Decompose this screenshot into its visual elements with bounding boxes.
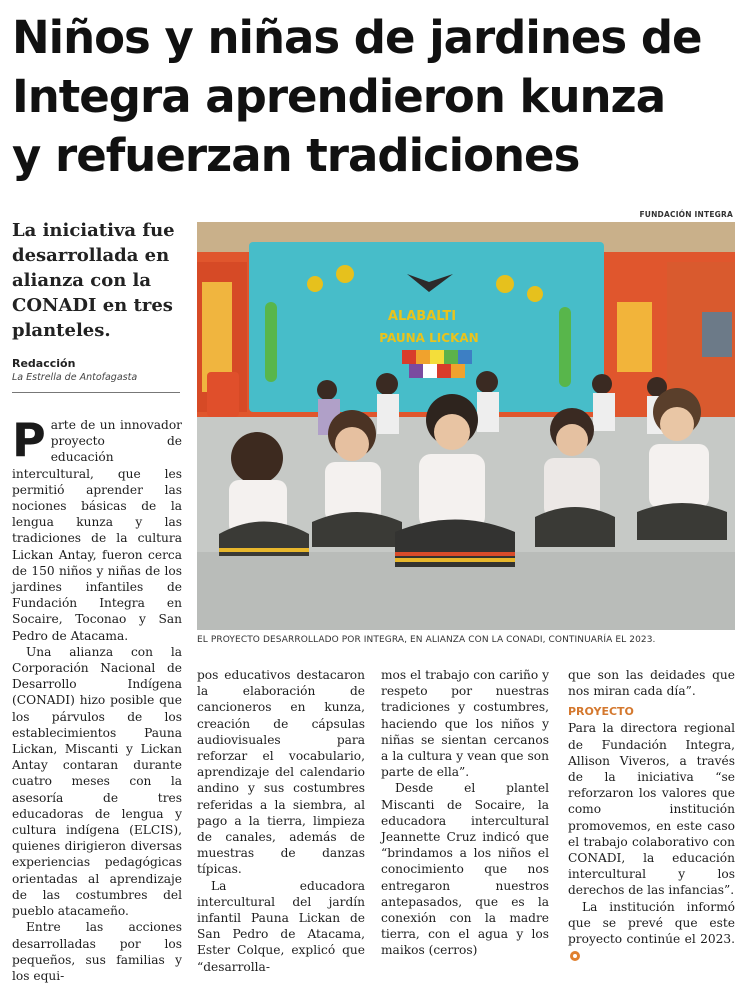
body-paragraph: Para la directora regional de Fundación Integra, Allison Viveros, a través de la iniciativa “se reforzaron los valores que como institución promovemos, en este caso el trabajo colaborativo con CONADI, la educación intercultural y los derechos de las infancias”. xyxy=(568,721,735,898)
banner-text-1: ALABALTI xyxy=(387,309,457,324)
byline-divider xyxy=(12,392,180,393)
end-mark-icon xyxy=(570,951,580,961)
body-column-4 xyxy=(568,667,735,963)
headline xyxy=(12,8,734,185)
byline xyxy=(12,357,182,384)
photo-credit: FUNDACIÓN INTEGRA xyxy=(639,210,733,219)
section-subhead: PROYECTO xyxy=(568,705,634,719)
body-paragraph: Entre las acciones desarrolladas por los pequeños, sus familias y los equi- xyxy=(12,920,182,983)
body-paragraph: Desde el plantel Miscanti de Socaire, la educadora intercultural Jeannette Cruz indicó que “brindamos a los niños el conocimiento que nos entregaron nuestros antepasados, que es la conexión con la madre tierra, con el agua y los maikos (cerros) xyxy=(381,781,549,958)
body-column-3 xyxy=(381,667,549,959)
body-column-1 xyxy=(12,413,182,984)
deck-subheadline: La iniciativa fue desarrollada en alianza con la CONADI en tres planteles. xyxy=(12,220,175,341)
byline-publication: La Estrella de Antofagasta xyxy=(12,372,138,383)
body-paragraph: pos educativos destacaron la elaboración de cancioneros en kunza, creación de cápsulas audiovisuales para reforzar el vocabulario, aprendizaje del calendario andino y sus costumbres referidas a la siembra, al pago a la tierra, limpieza de canales, además de muestras de danzas típicas. xyxy=(197,668,365,877)
body-paragraph: La educadora intercultural del jardín infantil Pauna Lickan de San Pedro de Atacama, Ester Colque, explicó que “desarrolla- xyxy=(197,878,365,974)
body-paragraph: Una alianza con la Corporación Nacional de Desarrollo Indígena (CONADI) hizo posible que los párvulos de los establecimientos Pauna Lickan, Miscanti y Lickan Antay contaran durante cuatro meses con la asesoría de tres educadoras de lengua y cultura indígena (ELCIS), quienes dirigieron diversas experiencias pedagógicas orientadas al aprendizaje de las costumbres del pueblo atacameño. xyxy=(12,644,182,919)
photo-illustration xyxy=(197,222,735,630)
drop-cap: P xyxy=(12,413,46,467)
banner-text-2: PAUNA LICKAN xyxy=(379,331,479,345)
headline-line-2: Integra aprendieron kunza xyxy=(12,70,666,123)
byline-author: Redacción xyxy=(12,357,76,370)
body-paragraph: mos el trabajo con cariño y respeto por nuestras tradiciones y costumbres, haciendo que los niños y niñas se sientan cercanos a la cultura y vean que son parte de ella”. xyxy=(381,668,549,780)
body-paragraph: arte de un innovador proyecto de educación intercultural, que les permitió aprender las nociones básicas de la lengua kunza y las tradiciones de la cultura Lickan Antay, fueron cerca de 150 niños y niñas de los jardines infantiles de Fundación Integra en Socaire, Toconao y San Pedro de Atacama. xyxy=(12,418,182,643)
body-paragraph: que son las deidades que nos miran cada día”. xyxy=(568,668,735,699)
body-paragraph: La institución informó que se prevé que este proyecto continúe el 2023. xyxy=(568,899,735,947)
photo-caption: EL PROYECTO DESARROLLADO POR INTEGRA, EN ALIANZA CON LA CONADI, CONTINUARÍA EL 2023. xyxy=(197,635,656,645)
body-column-2 xyxy=(197,667,365,975)
headline-line-3: y refuerzan tradiciones xyxy=(12,129,580,182)
headline-line-1: Niños y niñas de jardines de xyxy=(12,11,702,64)
article-photo xyxy=(197,222,735,630)
